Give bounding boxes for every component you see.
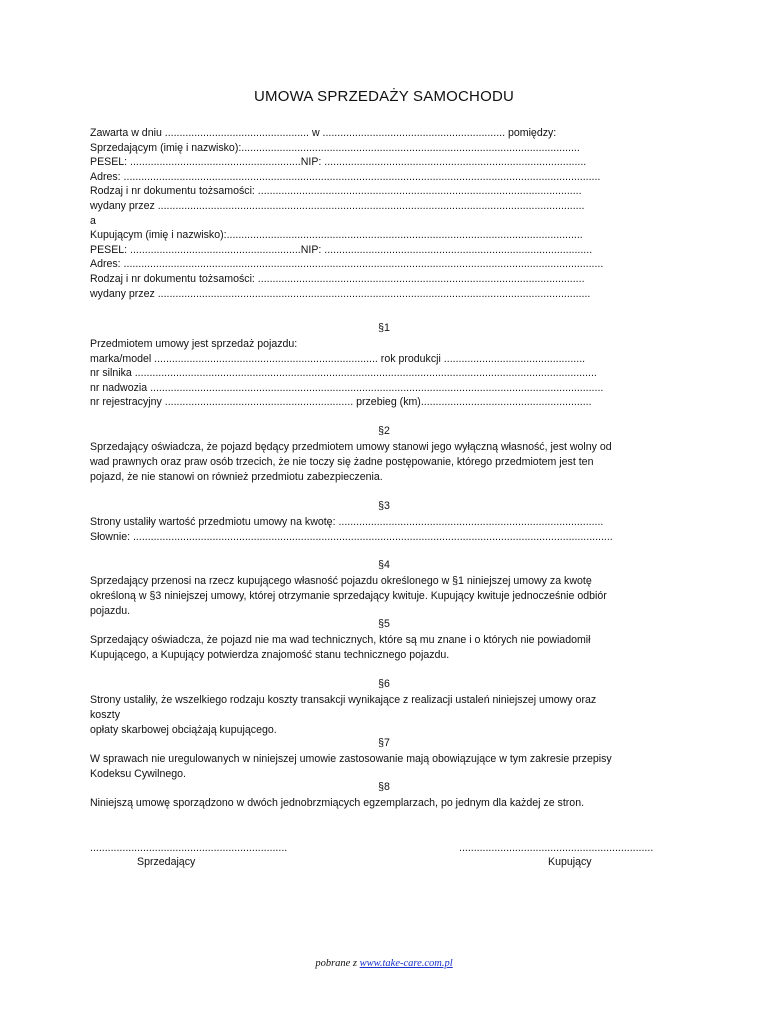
buyer-issued-by-line: wydany przez ...................................................................................................................................................	[90, 287, 591, 300]
section-8-body	[90, 796, 690, 811]
section-4-line: Sprzedający przenosi na rzecz kupującego własność pojazdu określonego w §1 niniejszej umowy za kwotę	[90, 575, 592, 587]
section-2-body	[90, 440, 690, 485]
section-5-line: Sprzedający oświadcza, że pojazd nie ma wad technicznych, które są mu znane i o których nie powiadomił	[90, 634, 591, 646]
section-4-line: określoną w §3 niniejszej umowy, której otrzymanie sprzedający kwituje. Kupujący kwituje jednocześnie odbiór	[90, 590, 607, 602]
registration-mileage-line: nr rejestracyjny ................................................................ przebieg (km)..........................................................	[90, 396, 592, 409]
section-2-heading: §2	[378, 425, 390, 437]
section-2-line: wad prawnych oraz praw osób trzecich, że nie toczy się żadne postępowanie, którego przedmiotem jest ten	[90, 456, 594, 468]
section-7-line: W sprawach nie uregulowanych w niniejszej umowie zastosowanie mają obowiązujące w tym zakresie przepisy	[90, 753, 612, 765]
section-4-body	[90, 574, 690, 619]
seller-address-line: Adres: ..................................................................................................................................................................	[90, 170, 601, 183]
section-8-line: Niniejszą umowę sporządzono w dwóch jednobrzmiących egzemplarzach, po jednym dla każdej ze stron.	[90, 797, 585, 809]
buyer-id-doc-line: Rodzaj i nr dokumentu tożsamości: ...............................................................................................................	[90, 272, 585, 285]
buyer-name-line: Kupującym (imię i nazwisko):.........................................................................................................................	[90, 229, 583, 242]
document-title: UMOWA SPRZEDAŻY SAMOCHODU	[253, 88, 515, 105]
make-model-line: marka/model ............................................................................ rok produkcji ................................................	[90, 352, 586, 365]
price-amount-line: Strony ustaliły wartość przedmiotu umowy na kwotę: ..........................................................................................	[90, 516, 604, 528]
chassis-number-line: nr nadwozia ..........................................................................................................................................................	[90, 381, 604, 394]
section-3-heading: §3	[378, 500, 390, 512]
section-6-body	[90, 693, 690, 738]
section-6-line: opłaty skarbowej obciążają kupującego.	[90, 724, 277, 736]
engine-number-line: nr silnika .............................................................................................................................................................	[90, 367, 597, 380]
section-6-heading: §6	[378, 678, 390, 690]
section-5-heading: §5	[378, 618, 390, 630]
section-7-line: Kodeksu Cywilnego.	[90, 768, 186, 780]
seller-signature-label: Sprzedający	[137, 856, 196, 868]
section-2-line: pojazd, że nie stanowi on również przedmiotu zabezpieczenia.	[90, 471, 383, 483]
seller-issued-by-line: wydany przez .................................................................................................................................................	[90, 199, 585, 212]
section-5-body	[90, 633, 690, 663]
seller-pesel-nip-line: PESEL: ..........................................................NIP: .........................................................................................	[90, 156, 587, 169]
contract-date-line: Zawarta w dniu ................................................. w .............................................................. pomiędzy:	[90, 127, 557, 139]
section-7-heading: §7	[378, 737, 390, 749]
vehicle-intro-line: Przedmiotem umowy jest sprzedaż pojazdu:	[90, 338, 298, 350]
section-3-body	[90, 515, 680, 544]
section-2-line: Sprzedający oświadcza, że pojazd będący przedmiotem umowy stanowi jego wyłączną własność, jest wolny od	[90, 441, 612, 453]
section-1-body	[90, 337, 680, 410]
section-5-line: Kupującego, a Kupujący potwierdza znajomość stanu technicznego pojazdu.	[90, 649, 450, 661]
section-7-body	[90, 752, 690, 782]
section-6-line: Strony ustaliły, że wszelkiego rodzaju koszty transakcji wynikające z realizacji ustaleń niniejszej umowy oraz	[90, 694, 597, 706]
footer-prefix: pobrane z	[315, 958, 360, 969]
section-4-line: pojazdu.	[90, 605, 131, 617]
seller-signature-line: ...................................................................	[90, 842, 288, 854]
seller-name-line: Sprzedającym (imię i nazwisko):...................................................................................................................	[90, 141, 580, 154]
parties-block	[90, 126, 680, 301]
buyer-signature-label: Kupujący	[548, 856, 592, 868]
buyer-address-line: Adres: ...................................................................................................................................................................	[90, 258, 604, 271]
buyer-signature-line: ..................................................................	[459, 842, 654, 854]
buyer-pesel-nip-line: PESEL: ..........................................................NIP: ...........................................................................................	[90, 243, 593, 256]
footer-link[interactable]: www.take-care.com.pl	[359, 958, 453, 969]
footer-source	[0, 958, 768, 969]
section-4-heading: §4	[378, 559, 390, 571]
and-line: a	[90, 214, 96, 227]
section-1-heading: §1	[378, 322, 390, 334]
section-8-heading: §8	[378, 781, 390, 793]
seller-id-doc-line: Rodzaj i nr dokumentu tożsamości: ..............................................................................................................	[90, 185, 582, 198]
section-6-line: koszty	[90, 709, 121, 721]
price-in-words-line: Słownie: ...................................................................................................................................................................	[90, 530, 613, 543]
